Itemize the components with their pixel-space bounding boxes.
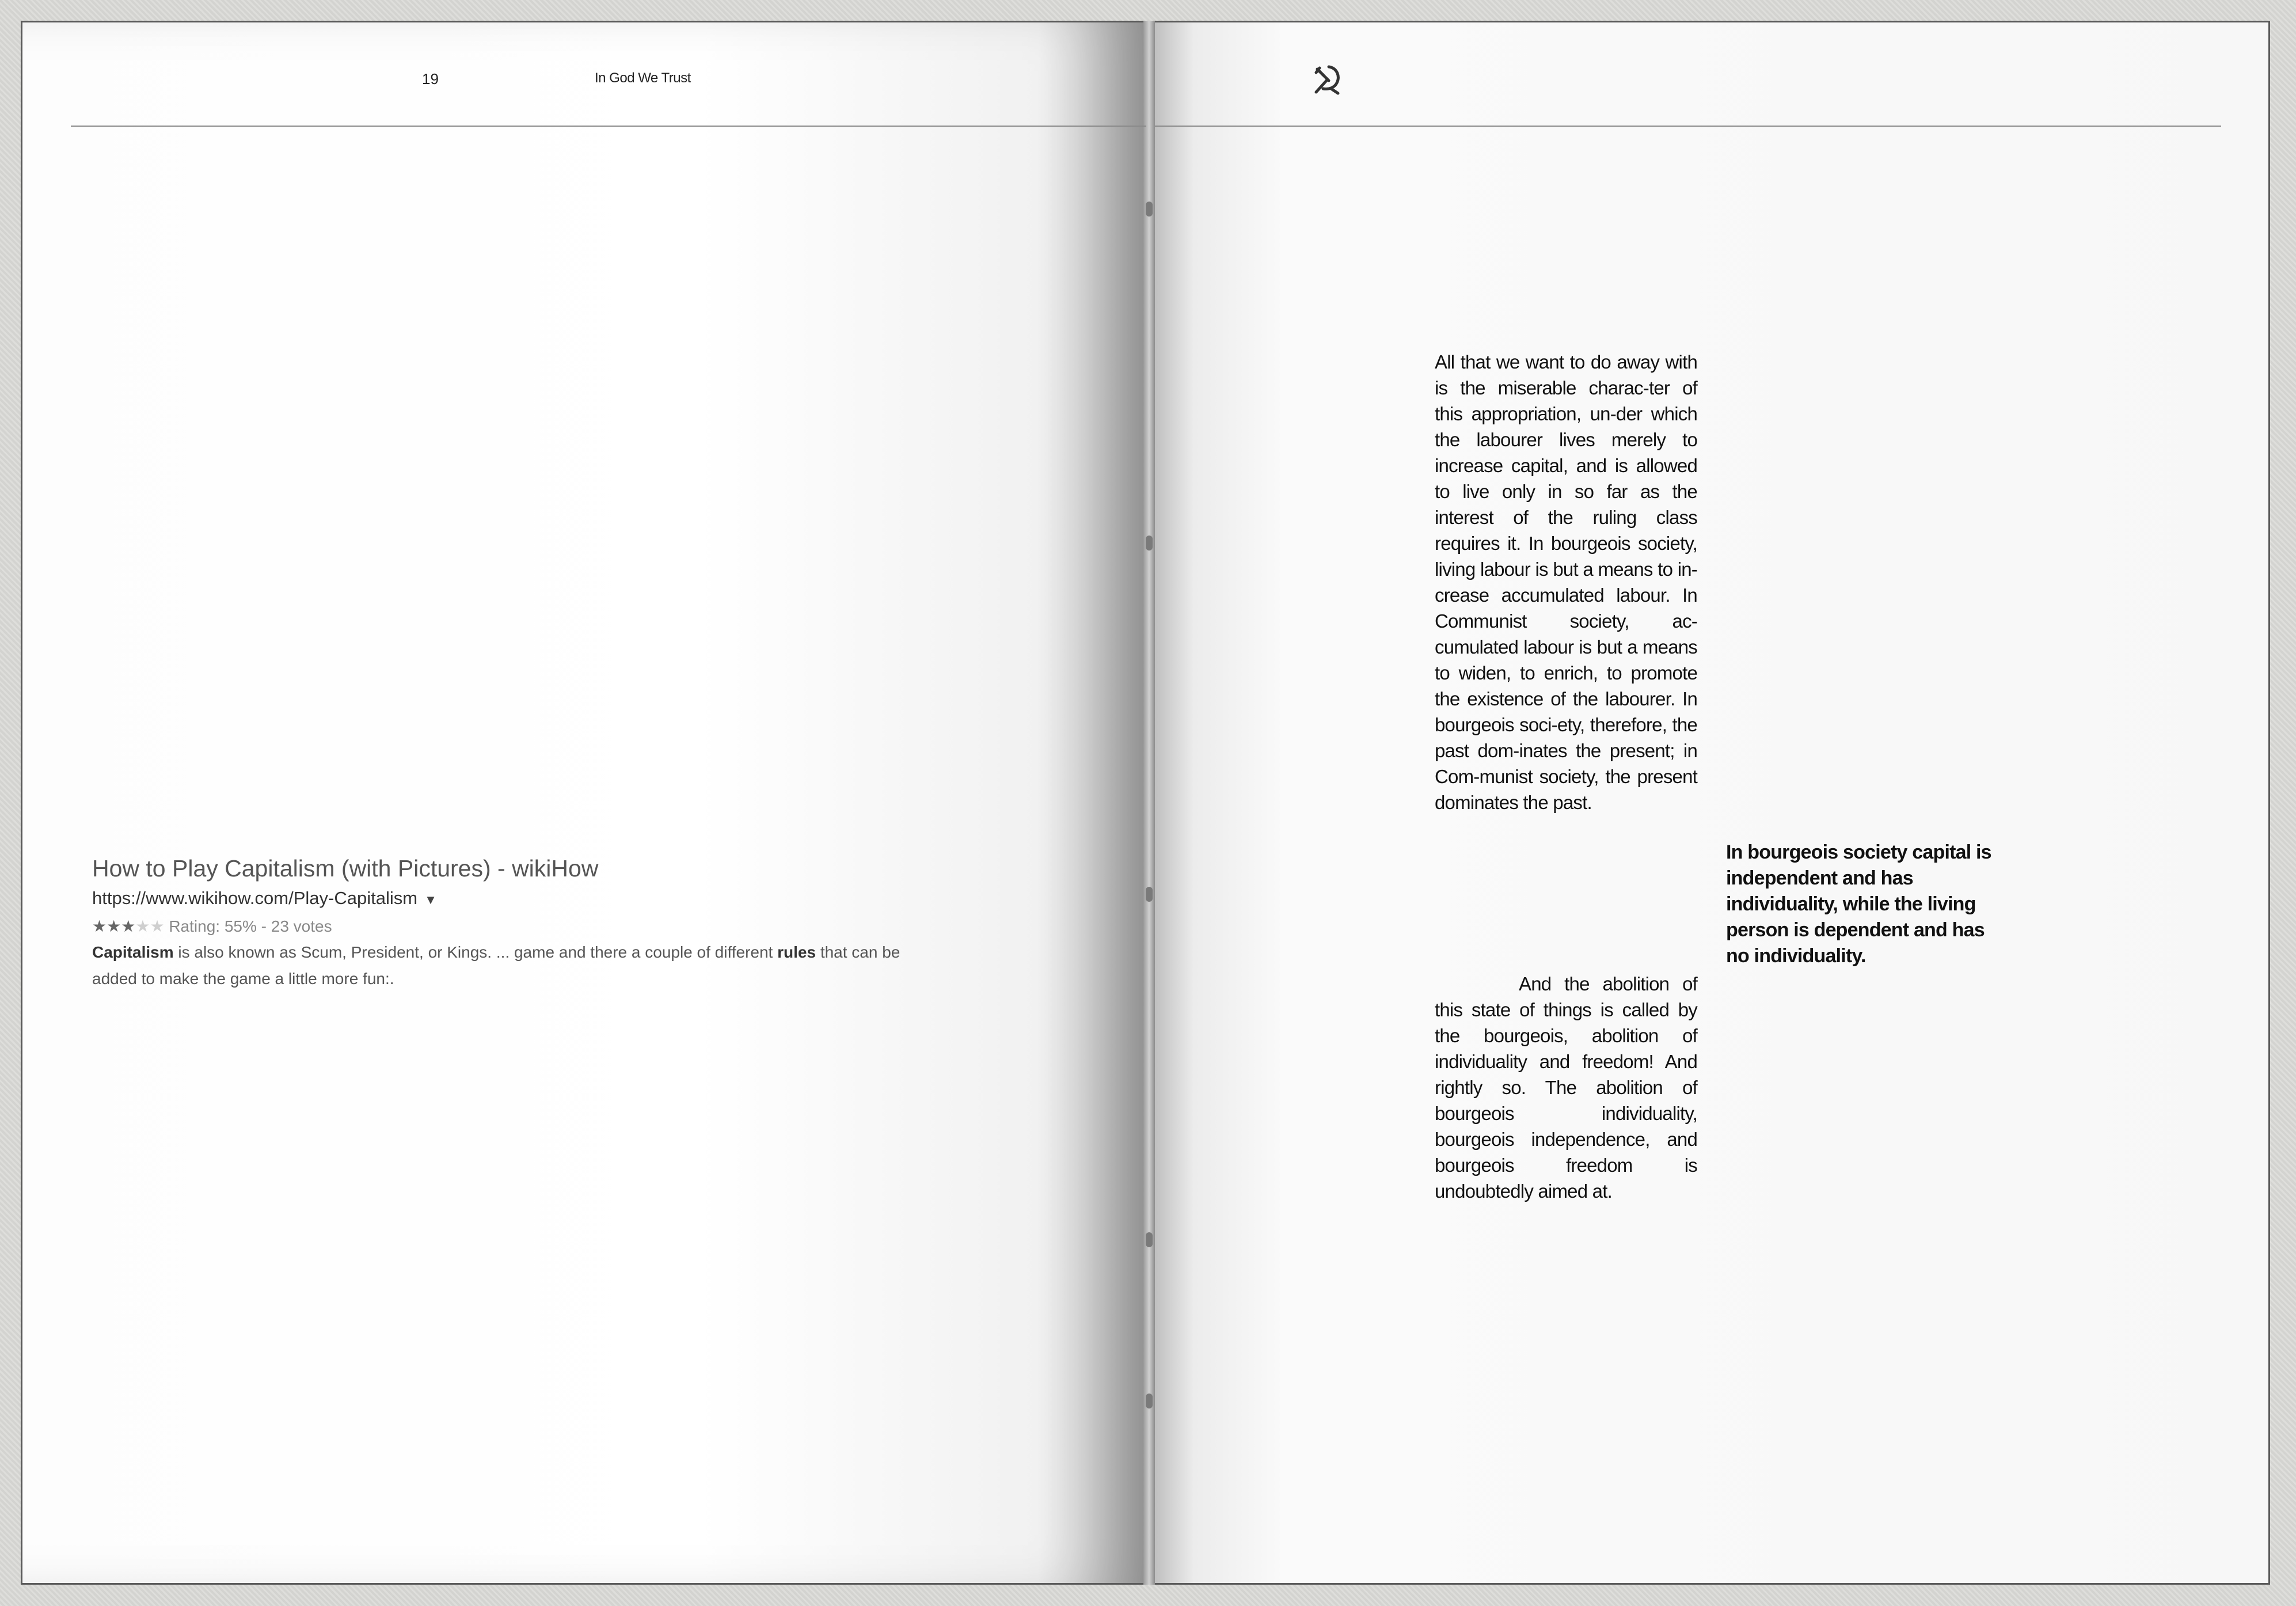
search-result-snippet — [92, 939, 944, 992]
snippet-keyword: rules — [777, 943, 816, 961]
book-spine — [1143, 21, 1155, 1585]
staple — [1146, 1394, 1153, 1408]
staple — [1146, 887, 1153, 902]
header-rule-right — [1155, 126, 2221, 127]
snippet-keyword: Capitalism — [92, 943, 174, 961]
staple — [1146, 1232, 1153, 1247]
search-result-rating — [92, 914, 944, 939]
rating-stars-icon — [92, 917, 165, 935]
right-page — [1149, 21, 2270, 1585]
search-result-title[interactable]: How to Play Capitalism (with Pictures) - wikiHow — [92, 855, 599, 882]
running-title: In God We Trust — [595, 70, 691, 86]
snippet-text: that can be added to make the game a little more fun:. — [92, 943, 900, 988]
snippet-text: is also known as Scum, President, or Kings. ... game and there a couple of different — [173, 943, 778, 961]
header-rule-left — [71, 126, 1146, 127]
staple — [1146, 536, 1153, 550]
star-filled-icon: ★ — [92, 917, 107, 935]
search-result — [92, 852, 944, 992]
star-empty-icon: ★ — [150, 917, 165, 935]
body-paragraph-1: All that we want to do away with is the miserable charac-ter of this appropriation, un-der which the labourer lives merely to increase capital, and is allowed to live only in so far as the interest of the ruling class requires it. In bourgeois society, living labour is but a means to in-crease accumulated labour. In Communist society, ac-cumulated labour is but a means to widen, to enrich, to promote the existence of the labourer. In bourgeois soci-ety, therefore, the past dom-inates the present; in Com-munist society, the present dominates the past. — [1435, 351, 1697, 813]
pull-quote: In bourgeois society capital is independent and has individuality, while the living person is dependent and has no individuality. — [1726, 841, 1991, 967]
left-page — [21, 21, 1151, 1585]
body-paragraph-2: And the abolition of this state of things is called by the bourgeois, abolition of individuality and freedom! And rightly so. The abolition of bourgeois individuality, bourgeois independence, and bourgeois freedom is undoubtedly aimed at. — [1435, 973, 1697, 1202]
search-result-url[interactable] — [92, 884, 944, 914]
star-filled-icon: ★ — [107, 917, 121, 935]
star-filled-icon: ★ — [121, 917, 136, 935]
hammer-and-sickle-icon — [1312, 63, 1343, 96]
search-result-url-text[interactable]: https://www.wikihow.com/Play-Capitalism — [92, 888, 418, 908]
staple — [1146, 202, 1153, 217]
dropdown-arrow-icon[interactable]: ▼ — [424, 893, 437, 907]
rating-text: Rating: 55% - 23 votes — [169, 917, 332, 935]
page-number: 19 — [422, 70, 439, 88]
star-empty-icon: ★ — [135, 917, 150, 935]
